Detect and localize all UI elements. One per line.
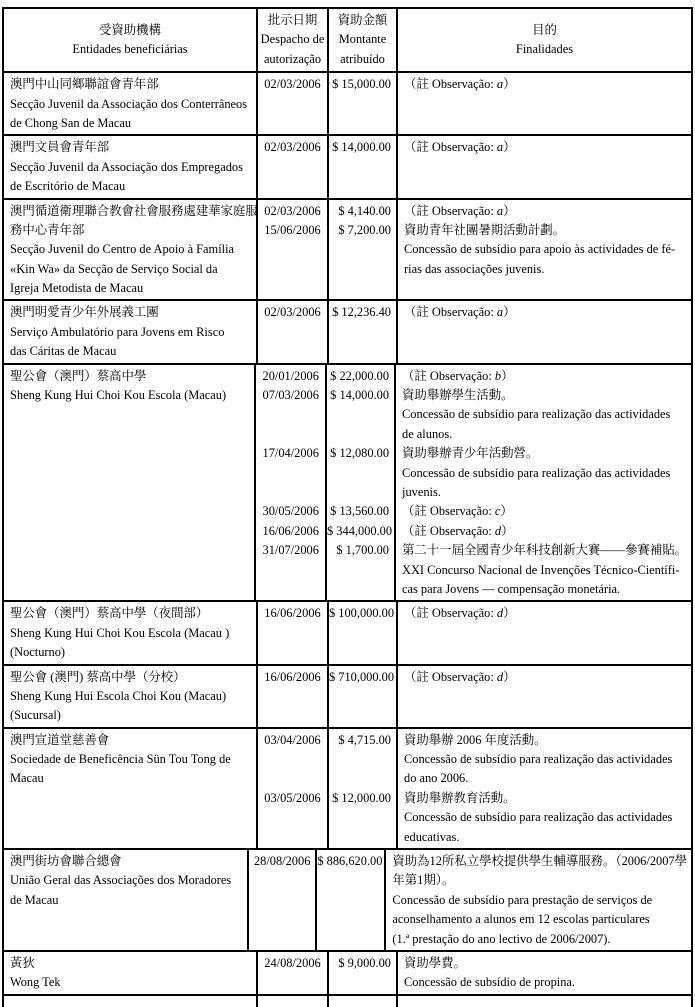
cell-line: （註 Observação: a）: [404, 305, 516, 320]
cell-line: （註 Observação: a）: [404, 203, 516, 218]
header-amount: [329, 9, 398, 71]
cell-line: [327, 483, 389, 502]
cell-line: 資助青年社團暑期活動計劃。: [404, 222, 566, 237]
amount-cell: [329, 729, 398, 848]
entity-cell: [4, 301, 258, 362]
cell-line: 聖公會 (澳門) 蔡高中學（分校）: [10, 669, 186, 684]
cell-line: Concessão de subsídio para realização das actividades: [404, 752, 673, 767]
cell-line: Secção Juvenil do Centro de Apoio à Família: [10, 242, 235, 257]
cell-line: Wong Tek: [10, 975, 61, 990]
header-date-pt-2: autorização: [263, 51, 322, 66]
date-cell: [258, 200, 329, 300]
table-row: [4, 850, 691, 952]
cell-line: （註 Observação: c）: [402, 504, 513, 519]
purpose-cell: [398, 301, 691, 362]
cell-line: 澳門明愛青少年外展義工團: [10, 305, 159, 320]
date-cell: [258, 136, 329, 197]
cell-line: de Escritório de Macau: [10, 179, 126, 194]
cell-line: 02/03/2006: [264, 140, 321, 155]
cell-line: 31/07/2006: [262, 543, 319, 558]
cell-line: 07/03/2006: [262, 388, 319, 403]
header-date-zh: 批示日期: [267, 13, 318, 27]
cell-line: (1.ª prestação do ano lectivo de 2006/2007).: [392, 931, 611, 946]
cell-line: juvenis.: [402, 484, 441, 499]
cell-line: do ano 2006.: [404, 771, 469, 786]
cell-line: Sheng Kung Hui Choi Kou Escola (Macau ): [10, 625, 230, 640]
cell-line: 澳門循道衛理聯合教會社會服務處建華家庭服: [10, 203, 258, 218]
cell-line: 02/03/2006: [264, 203, 321, 218]
cell-line: （註 Observação: a）: [404, 140, 516, 155]
table-row: [4, 301, 691, 364]
purpose-cell: [398, 952, 691, 994]
cell-line: rias das associações juvenis.: [404, 261, 545, 276]
cell-line: $ 12,236.40: [332, 305, 391, 320]
cell-line: $ 710,000.00: [329, 669, 395, 684]
stub-purpose-col: [398, 996, 691, 1007]
cell-line: $ 1,700.00: [336, 543, 390, 558]
cell-line: 30/05/2006: [262, 504, 319, 519]
cell-line: de Macau: [10, 892, 59, 907]
table-row: [4, 729, 691, 850]
cell-line: 年第1期）。: [392, 873, 455, 888]
table-row: [4, 73, 691, 136]
cell-line: $ 12,000.00: [332, 790, 391, 805]
purpose-cell: [398, 602, 691, 663]
cell-line: educativas.: [404, 829, 460, 844]
cell-line: Sociedade de Beneficência Sün Tou Tong de: [10, 752, 231, 767]
amount-cell: [317, 850, 386, 950]
amount-cell: [329, 301, 398, 362]
cell-line: 資助為12所私立學校提供學生輔導服務。（2006/2007學: [392, 854, 687, 869]
cell-line: [256, 405, 325, 424]
cell-line: [329, 750, 391, 769]
cell-line: 澳門中山同鄉聯誼會青年部: [10, 77, 159, 92]
date-cell: [258, 666, 329, 727]
cell-line: [258, 750, 327, 769]
entity-cell: [4, 850, 249, 950]
cell-line: [327, 405, 389, 424]
subsidy-table: [2, 7, 693, 1007]
cell-line: [256, 483, 325, 502]
cell-line: Concessão de subsídio para realização das actividades: [404, 810, 673, 825]
purpose-cell: [398, 200, 691, 300]
header-entity: [4, 9, 258, 71]
amount-cell: [329, 602, 398, 663]
cell-line: Sheng Kung Hui Choi Kou Escola (Macau): [10, 388, 227, 403]
purpose-cell: [398, 136, 691, 197]
entity-cell: [4, 666, 258, 727]
cell-line: 28/08/2006: [253, 854, 311, 869]
cell-line: Concessão de subsídio para apoio às actividades de fé-: [404, 242, 676, 257]
entity-cell: [4, 200, 258, 300]
header-entity-pt: Entidades beneficiárias: [72, 42, 188, 57]
cell-line: 務中心青年部: [10, 222, 85, 237]
table-body: [4, 73, 691, 996]
cell-line: $ 13,560.00: [330, 504, 390, 519]
cell-line: 20/01/2006: [262, 368, 319, 383]
cell-line: （註 Observação: a）: [404, 77, 516, 92]
cell-line: $ 9,000.00: [338, 955, 391, 970]
table-continuation-stub: [4, 996, 691, 1007]
cell-line: 17/04/2006: [262, 446, 319, 461]
header-date: [258, 9, 329, 71]
cell-line: 黃狄: [10, 955, 35, 970]
cell-line: Secção Juvenil da Associação dos Empregados: [10, 159, 243, 174]
table-row: [4, 952, 691, 996]
cell-line: cas para Jovens — compensação monetária.: [402, 581, 621, 596]
cell-line: 資助舉辦 2006 年度活動。: [404, 732, 547, 747]
cell-line: $ 7,200.00: [338, 222, 391, 237]
cell-line: [256, 464, 325, 483]
table-row: [4, 666, 691, 729]
header-purpose: [398, 9, 691, 71]
cell-line: de Chong San de Macau: [10, 115, 132, 130]
cell-line: 澳門文員會青年部: [10, 140, 110, 155]
table-row: [4, 200, 691, 302]
cell-line: 聖公會（澳門）蔡高中學（夜間部）: [10, 606, 209, 621]
amount-cell: [327, 365, 396, 601]
cell-line: $ 15,000.00: [332, 77, 391, 92]
date-cell: [249, 850, 317, 950]
entity-cell: [4, 952, 258, 994]
cell-line: 03/04/2006: [264, 732, 321, 747]
cell-line: （註 Observação: d）: [404, 669, 516, 684]
table-row: [4, 136, 691, 199]
cell-line: 16/06/2006: [262, 523, 319, 538]
cell-line: (Sucursal): [10, 708, 61, 723]
table-row: [4, 602, 691, 665]
cell-line: Concessão de subsídio de propina.: [404, 975, 576, 990]
cell-line: Sheng Kung Hui Escola Choi Kou (Macau): [10, 688, 227, 703]
cell-line: $ 22,000.00: [330, 368, 390, 383]
purpose-cell: [396, 365, 691, 601]
cell-line: $ 14,000.00: [330, 388, 390, 403]
purpose-cell: [386, 850, 691, 950]
header-purpose-pt: Finalidades: [515, 42, 574, 57]
cell-line: 16/06/2006: [264, 669, 321, 684]
cell-line: «Kin Wa» da Secção de Serviço Social da: [10, 261, 218, 276]
cell-line: 16/06/2006: [264, 606, 321, 621]
stub-amount-col: [329, 996, 398, 1007]
header-amount-pt-1: Montante: [338, 32, 387, 47]
cell-line: （註 Observação: d）: [402, 523, 514, 538]
cell-line: [327, 464, 389, 483]
cell-line: $ 4,715.00: [338, 732, 391, 747]
cell-line: [256, 425, 325, 444]
cell-line: das Cáritas de Macau: [10, 344, 117, 359]
cell-line: [258, 769, 327, 788]
cell-line: Concessão de subsídio para realização das actividades: [402, 465, 671, 480]
entity-cell: [4, 729, 258, 848]
entity-cell: [4, 365, 256, 601]
cell-line: $ 100,000.00: [329, 606, 395, 621]
date-cell: [258, 602, 329, 663]
cell-line: Igreja Metodista de Macau: [10, 281, 144, 296]
cell-line: 資助舉辦青少年活動營。: [402, 446, 539, 461]
date-cell: [258, 73, 329, 134]
date-cell: [258, 952, 329, 994]
cell-line: Secção Juvenil da Associação dos Conterrâneos: [10, 96, 248, 111]
date-cell: [256, 365, 327, 601]
header-amount-pt-2: atribuído: [340, 51, 385, 66]
cell-line: aconselhamento a alunos em 12 escolas particulares: [392, 912, 650, 927]
cell-line: 資助學費。: [404, 955, 466, 970]
cell-line: de alunos.: [402, 426, 453, 441]
table-header-row: [4, 9, 691, 73]
amount-cell: [329, 136, 398, 197]
cell-line: Macau: [10, 771, 44, 786]
cell-line: 澳門街坊會聯合總會: [10, 854, 122, 869]
cell-line: União Geral das Associações dos Moradores: [10, 873, 232, 888]
cell-line: XXI Concurso Nacional de Invenções Técnico-Científi-: [402, 562, 680, 577]
amount-cell: [329, 200, 398, 300]
cell-line: $ 12,080.00: [330, 446, 390, 461]
cell-line: (Nocturno): [10, 645, 66, 660]
entity-cell: [4, 136, 258, 197]
purpose-cell: [398, 73, 691, 134]
entity-cell: [4, 602, 258, 663]
header-date-pt-1: Despacho de: [260, 32, 325, 47]
cell-line: 24/08/2006: [264, 955, 321, 970]
cell-line: 03/05/2006: [264, 790, 321, 805]
cell-line: Serviço Ambulatório para Jovens em Risco: [10, 324, 225, 339]
cell-line: 澳門宣道堂慈善會: [10, 732, 110, 747]
cell-line: Concessão de subsídio para realização das actividades: [402, 407, 671, 422]
date-cell: [258, 301, 329, 362]
header-entity-zh: 受資助機構: [99, 22, 161, 37]
cell-line: [329, 769, 391, 788]
amount-cell: [329, 73, 398, 134]
header-amount-zh: 資助金額: [337, 13, 388, 27]
stub-entity-col: [4, 996, 258, 1007]
amount-cell: [329, 666, 398, 727]
cell-line: （註 Observação: b）: [402, 368, 514, 383]
header-purpose-zh: 目的: [532, 22, 557, 37]
purpose-cell: [398, 729, 691, 848]
cell-line: [327, 425, 389, 444]
purpose-cell: [398, 666, 691, 727]
table-row: [4, 365, 691, 603]
date-cell: [258, 729, 329, 848]
cell-line: 02/03/2006: [264, 305, 321, 320]
cell-line: $ 4,140.00: [338, 203, 391, 218]
cell-line: 聖公會（澳門）蔡高中學: [10, 368, 147, 383]
cell-line: 資助舉辦教育活動。: [404, 790, 516, 805]
cell-line: Concessão de subsídio para prestação de serviços de: [392, 892, 653, 907]
cell-line: $ 886,620.00: [317, 854, 383, 869]
cell-line: 第二十一屆全國青少年科技創新大賽——參賽補貼。: [402, 543, 687, 558]
cell-line: 02/03/2006: [264, 77, 321, 92]
stub-date-col: [258, 996, 329, 1007]
cell-line: $ 344,000.00: [327, 523, 393, 538]
cell-line: 資助舉辦學生活動。: [402, 388, 514, 403]
entity-cell: [4, 73, 258, 134]
cell-line: $ 14,000.00: [332, 140, 391, 155]
amount-cell: [329, 952, 398, 994]
cell-line: 15/06/2006: [264, 222, 321, 237]
cell-line: （註 Observação: d）: [404, 606, 516, 621]
